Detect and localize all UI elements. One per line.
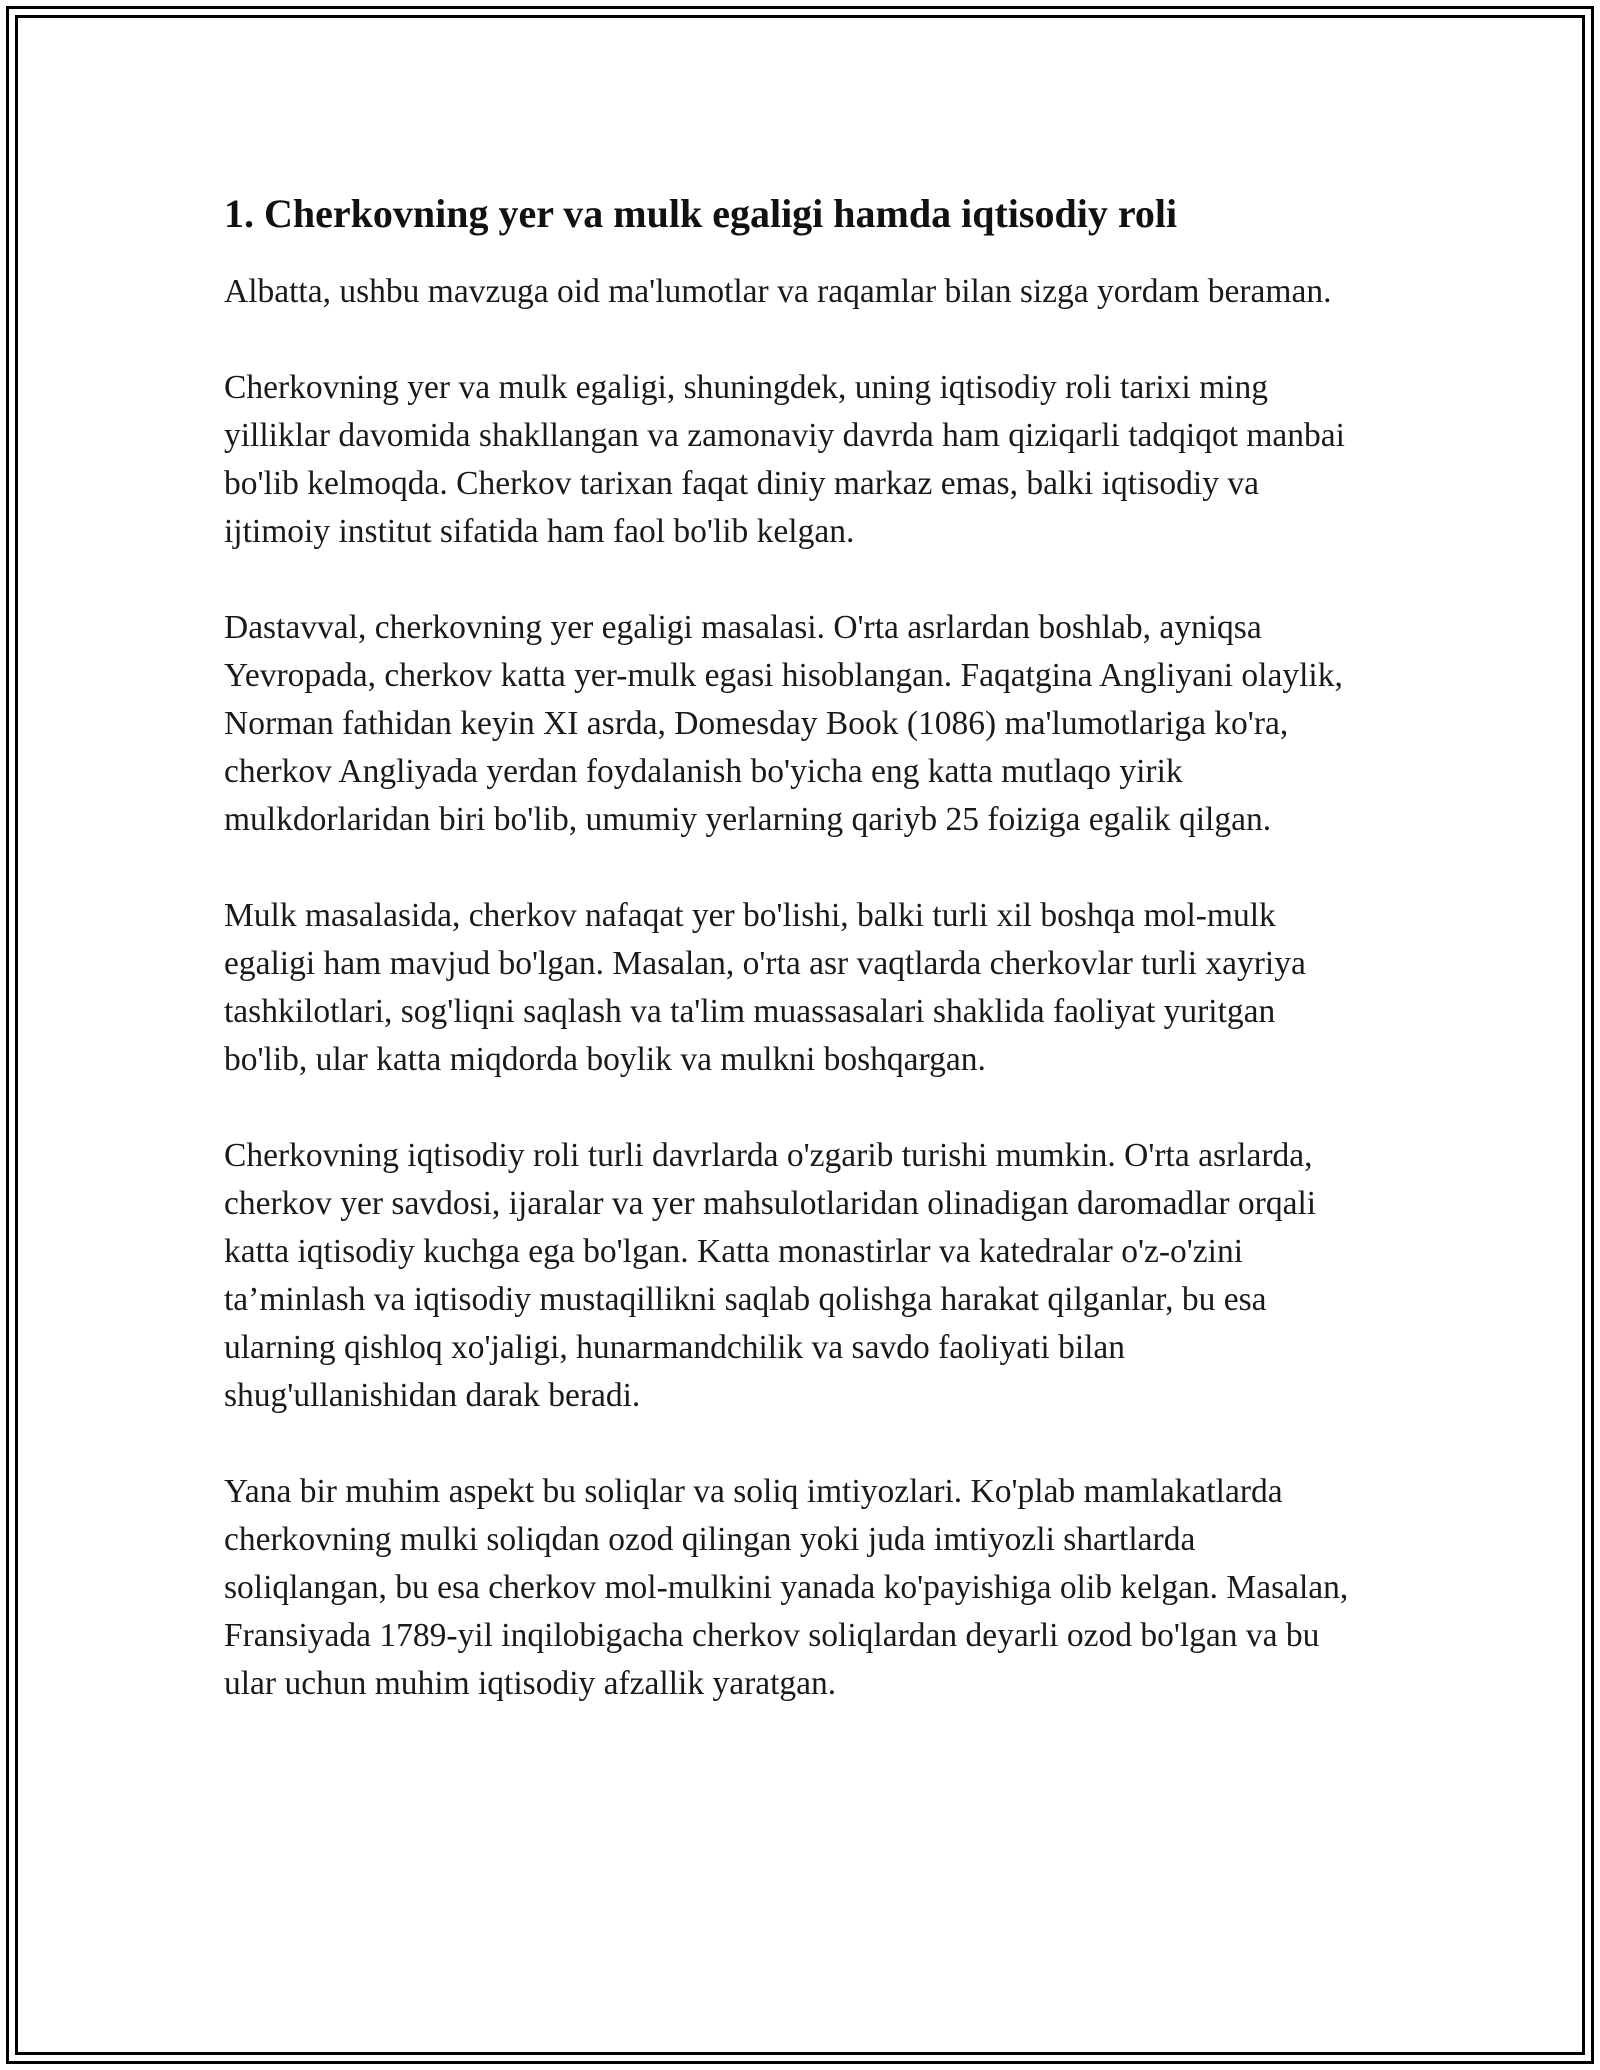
paragraph-taxes: Yana bir muhim aspekt bu soliqlar va soliq imtiyozlari. Ko'plab mamlakatlarda cherkovning mulki soliqdan ozod qilingan yoki juda imtiyozli shartlarda soliqlangan, bu esa cherkov mol-mulkini yanada ko'payishiga olib kelgan. Masalan, Fransiyada 1789-yil inqilobigacha cherkov soliqlardan deyarli ozod bo'lgan va bu ular uchun muhim iqtisodiy afzallik yaratgan. xyxy=(224,1473,1349,1702)
paragraph-land-ownership: Dastavval, cherkovning yer egaligi masalasi. O'rta asrlardan boshlab, ayniqsa Yevropada, cherkov katta yer-mulk egasi hisoblangan. Faqatgina Angliyani olaylik, Norman fathidan keyin XI asrda, Domesday Book (1086) ma'lumotlariga ko'ra, cherkov Angliyada yerdan foydalanish bo'yicha eng katta mutlaqo yirik mulkdorlaridan biri bo'lib, umumiy yerlarning qariyb 25 foiziga egalik qilgan. xyxy=(224,609,1343,838)
page-title: 1. Cherkovning yer va mulk egaligi hamda iqtisodiy roli xyxy=(224,191,1178,236)
paragraph-property: Mulk masalasida, cherkov nafaqat yer bo'lishi, balki turli xil boshqa mol-mulk egaligi ham mavjud bo'lgan. Masalan, o'rta asr vaqtlarda cherkovlar turli xayriya tashkilotlari, sog'liqni saqlash va ta'lim muassasalari shaklida faoliyat yuritgan bo'lib, ular katta miqdorda boylik va mulkni boshqargan. xyxy=(224,897,1306,1078)
paragraph-economic-role: Cherkovning iqtisodiy roli turli davrlarda o'zgarib turishi mumkin. O'rta asrlarda, cherkov yer savdosi, ijaralar va yer mahsulotlaridan olinadigan daromadlar orqali katta iqtisodiy kuchga ega bo'lgan. Katta monastirlar va katedralar o'z-o'zini ta’minlash va iqtisodiy mustaqillikni saqlab qolishga harakat qilganlar, bu esa ularning qishloq xo'jaligi, hunarmandchilik va savdo faoliyati bilan shug'ullanishidan darak beradi. xyxy=(224,1137,1317,1414)
document-body xyxy=(224,186,1364,1756)
paragraph-intro: Albatta, ushbu mavzuga oid ma'lumotlar va raqamlar bilan sizga yordam beraman. xyxy=(224,273,1332,310)
paragraph-overview: Cherkovning yer va mulk egaligi, shuningdek, uning iqtisodiy roli tarixi ming yilliklar davomida shakllangan va zamonaviy davrda ham qiziqarli tadqiqot manbai bo'lib kelmoqda. Cherkov tarixan faqat diniy markaz emas, balki iqtisodiy va ijtimoiy institut sifatida ham faol bo'lib kelgan. xyxy=(224,369,1345,550)
